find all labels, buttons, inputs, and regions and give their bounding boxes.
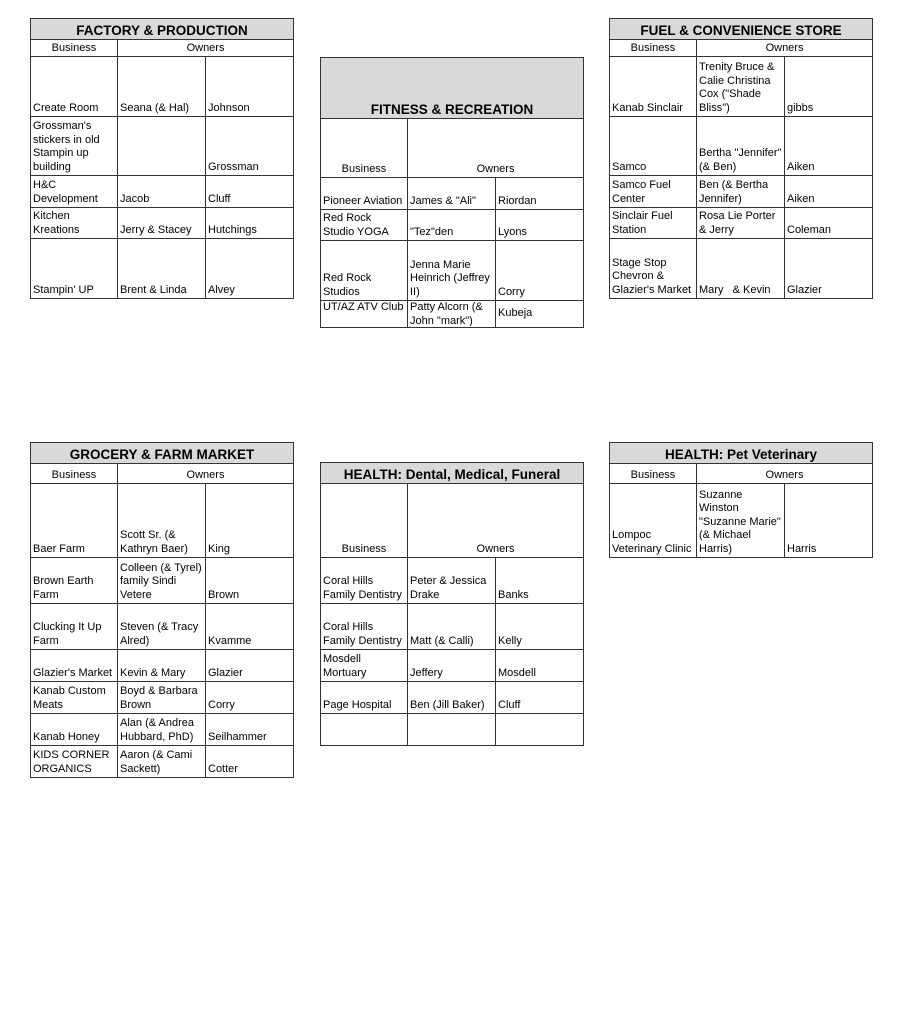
table-row (31, 682, 294, 714)
health-dental-medical-funeral-table (320, 462, 584, 746)
owner-first-cell: Jacob (118, 176, 206, 208)
owner-last-cell: Corry (496, 241, 584, 301)
owner-last-cell: Lyons (496, 210, 584, 241)
owner-first-cell: Colleen (& Tyrel) family Sindi Vetere (118, 558, 206, 604)
grocery-farm-market-table (30, 442, 294, 778)
business-header: Business (321, 119, 408, 178)
table-row (610, 117, 873, 176)
owner-first-text: Patty Alcorn (& John "mark") (410, 301, 483, 326)
table-row (321, 558, 584, 604)
business-cell: Page Hospital (321, 682, 408, 714)
table-row (610, 239, 873, 299)
business-cell: Samco Fuel Center (610, 176, 697, 208)
table-row (31, 558, 294, 604)
owner-last-cell: Grossman (206, 117, 294, 176)
owner-last-cell: gibbs (785, 57, 873, 117)
owner-last-cell: Cluff (206, 176, 294, 208)
owner-first-cell: Boyd & Barbara Brown (118, 682, 206, 714)
owner-first-cell: Jenna Marie Heinrich (Jeffrey II) (408, 241, 496, 301)
fitness-recreation-table (320, 57, 584, 328)
owner-first-cell: Jerry & Stacey (118, 208, 206, 239)
table-row (31, 239, 294, 299)
business-cell: Create Room (31, 57, 118, 117)
owner-first-cell: Scott Sr. (& Kathryn Baer) (118, 484, 206, 558)
owner-first-cell (408, 714, 496, 746)
owner-first-cell: Mary & Kevin (697, 239, 785, 299)
business-cell: Glazier's Market (31, 650, 118, 682)
owner-last-cell: Cotter (206, 746, 294, 778)
business-cell: Kanab Honey (31, 714, 118, 746)
table-title: FITNESS & RECREATION (321, 58, 584, 119)
owner-last-cell: Cluff (496, 682, 584, 714)
business-cell: Red Rock Studios (321, 241, 408, 301)
business-cell: Clucking It Up Farm (31, 604, 118, 650)
business-header: Business (31, 40, 118, 57)
owners-header: Owners (118, 464, 294, 484)
owner-last-cell (496, 714, 584, 746)
owner-first-cell (118, 117, 206, 176)
owner-first-cell: James & "Ali" (408, 178, 496, 210)
owner-first-cell: Seana (& Hal) (118, 57, 206, 117)
owner-last-cell: Glazier (785, 239, 873, 299)
owner-first-cell: Brent & Linda (118, 239, 206, 299)
business-header: Business (610, 40, 697, 57)
table-row (321, 604, 584, 650)
business-cell: Pioneer Aviation (321, 178, 408, 210)
business-cell: Kanab Custom Meats (31, 682, 118, 714)
table-row (321, 241, 584, 301)
owners-header: Owners (118, 40, 294, 57)
business-header: Business (31, 464, 118, 484)
owner-last-cell: Johnson (206, 57, 294, 117)
business-header: Business (610, 464, 697, 484)
owners-header: Owners (408, 484, 584, 558)
owner-last-cell: Corry (206, 682, 294, 714)
owner-last-cell: Mosdell (496, 650, 584, 682)
owner-last-cell: Harris (785, 484, 873, 558)
owner-first-cell: "Tez"den (408, 210, 496, 241)
owners-header: Owners (697, 40, 873, 57)
business-cell: Brown Earth Farm (31, 558, 118, 604)
owner-last-cell: Kelly (496, 604, 584, 650)
table-row (321, 210, 584, 241)
business-cell: Lompoc Veterinary Clinic (610, 484, 697, 558)
owners-header: Owners (408, 119, 584, 178)
owner-first-cell: Aaron (& Cami Sackett) (118, 746, 206, 778)
table-row (31, 714, 294, 746)
owner-last-cell: Riordan (496, 178, 584, 210)
owner-last-cell: King (206, 484, 294, 558)
business-cell: Red Rock Studio YOGA (321, 210, 408, 241)
table-title: HEALTH: Dental, Medical, Funeral (321, 463, 584, 484)
owner-first-cell: Bertha "Jennifer" (& Ben) (697, 117, 785, 176)
health-pet-veterinary-table (609, 442, 873, 558)
owner-last-cell: Brown (206, 558, 294, 604)
business-cell: Coral Hills Family Dentistry (321, 558, 408, 604)
business-cell: Mosdell Mortuary (321, 650, 408, 682)
owner-last-cell: Glazier (206, 650, 294, 682)
owner-first-cell: Steven (& Tracy Alred) (118, 604, 206, 650)
owner-last-cell: Aiken (785, 117, 873, 176)
table-row (321, 650, 584, 682)
owner-last-cell: Kubeja (496, 301, 584, 328)
owner-first-cell: Ben (& Bertha Jennifer) (697, 176, 785, 208)
owner-first-cell: Trenity Bruce & Calie Christina Cox ("Shade Bliss") (697, 57, 785, 117)
owner-first-cell: Suzanne Winston "Suzanne Marie" (& Michael Harris) (697, 484, 785, 558)
table-row (321, 682, 584, 714)
table-row (31, 176, 294, 208)
business-cell (321, 714, 408, 746)
table-row (321, 301, 584, 328)
table-title: FACTORY & PRODUCTION (31, 19, 294, 40)
table-row (31, 650, 294, 682)
business-cell: KIDS CORNER ORGANICS (31, 746, 118, 778)
business-cell: Kitchen Kreations (31, 208, 118, 239)
business-text: UT/AZ ATV Club (323, 301, 404, 313)
owner-last-cell: Alvey (206, 239, 294, 299)
owner-first-cell: Kevin & Mary (118, 650, 206, 682)
table-row (321, 178, 584, 210)
owner-first-cell: Rosa Lie Porter & Jerry (697, 208, 785, 239)
owner-first-cell: Alan (& Andrea Hubbard, PhD) (118, 714, 206, 746)
table-title: GROCERY & FARM MARKET (31, 443, 294, 464)
table-row (31, 208, 294, 239)
owner-last-cell: Coleman (785, 208, 873, 239)
table-row (610, 208, 873, 239)
table-title: HEALTH: Pet Veterinary (610, 443, 873, 464)
business-header: Business (321, 484, 408, 558)
business-cell: H&C Development (31, 176, 118, 208)
business-cell: Kanab Sinclair (610, 57, 697, 117)
owner-last-cell: Hutchings (206, 208, 294, 239)
table-row (610, 57, 873, 117)
owner-first-cell: Matt (& Calli) (408, 604, 496, 650)
business-cell: Stage Stop Chevron & Glazier's Market (610, 239, 697, 299)
business-cell: Baer Farm (31, 484, 118, 558)
table-row (610, 484, 873, 558)
table-row (31, 604, 294, 650)
fuel-convenience-table (609, 18, 873, 299)
owner-last-cell: Kvamme (206, 604, 294, 650)
owners-header: Owners (697, 464, 873, 484)
owner-last-cell: Seilhammer (206, 714, 294, 746)
business-cell: Samco (610, 117, 697, 176)
owner-last-cell: Banks (496, 558, 584, 604)
table-row (321, 714, 584, 746)
business-cell: Grossman's stickers in old Stampin up building (31, 117, 118, 176)
owner-first-cell (408, 301, 496, 328)
factory-production-table (30, 18, 294, 299)
owner-first-cell: Jeffery (408, 650, 496, 682)
business-cell (321, 301, 408, 328)
business-cell: Stampin' UP (31, 239, 118, 299)
table-row (31, 484, 294, 558)
table-title: FUEL & CONVENIENCE STORE (610, 19, 873, 40)
owner-last-cell: Aiken (785, 176, 873, 208)
owner-first-cell: Peter & Jessica Drake (408, 558, 496, 604)
table-row (31, 57, 294, 117)
table-row (31, 746, 294, 778)
table-row (31, 117, 294, 176)
owner-first-cell: Ben (Jill Baker) (408, 682, 496, 714)
business-cell: Sinclair Fuel Station (610, 208, 697, 239)
business-cell: Coral Hills Family Dentistry (321, 604, 408, 650)
table-row (610, 176, 873, 208)
